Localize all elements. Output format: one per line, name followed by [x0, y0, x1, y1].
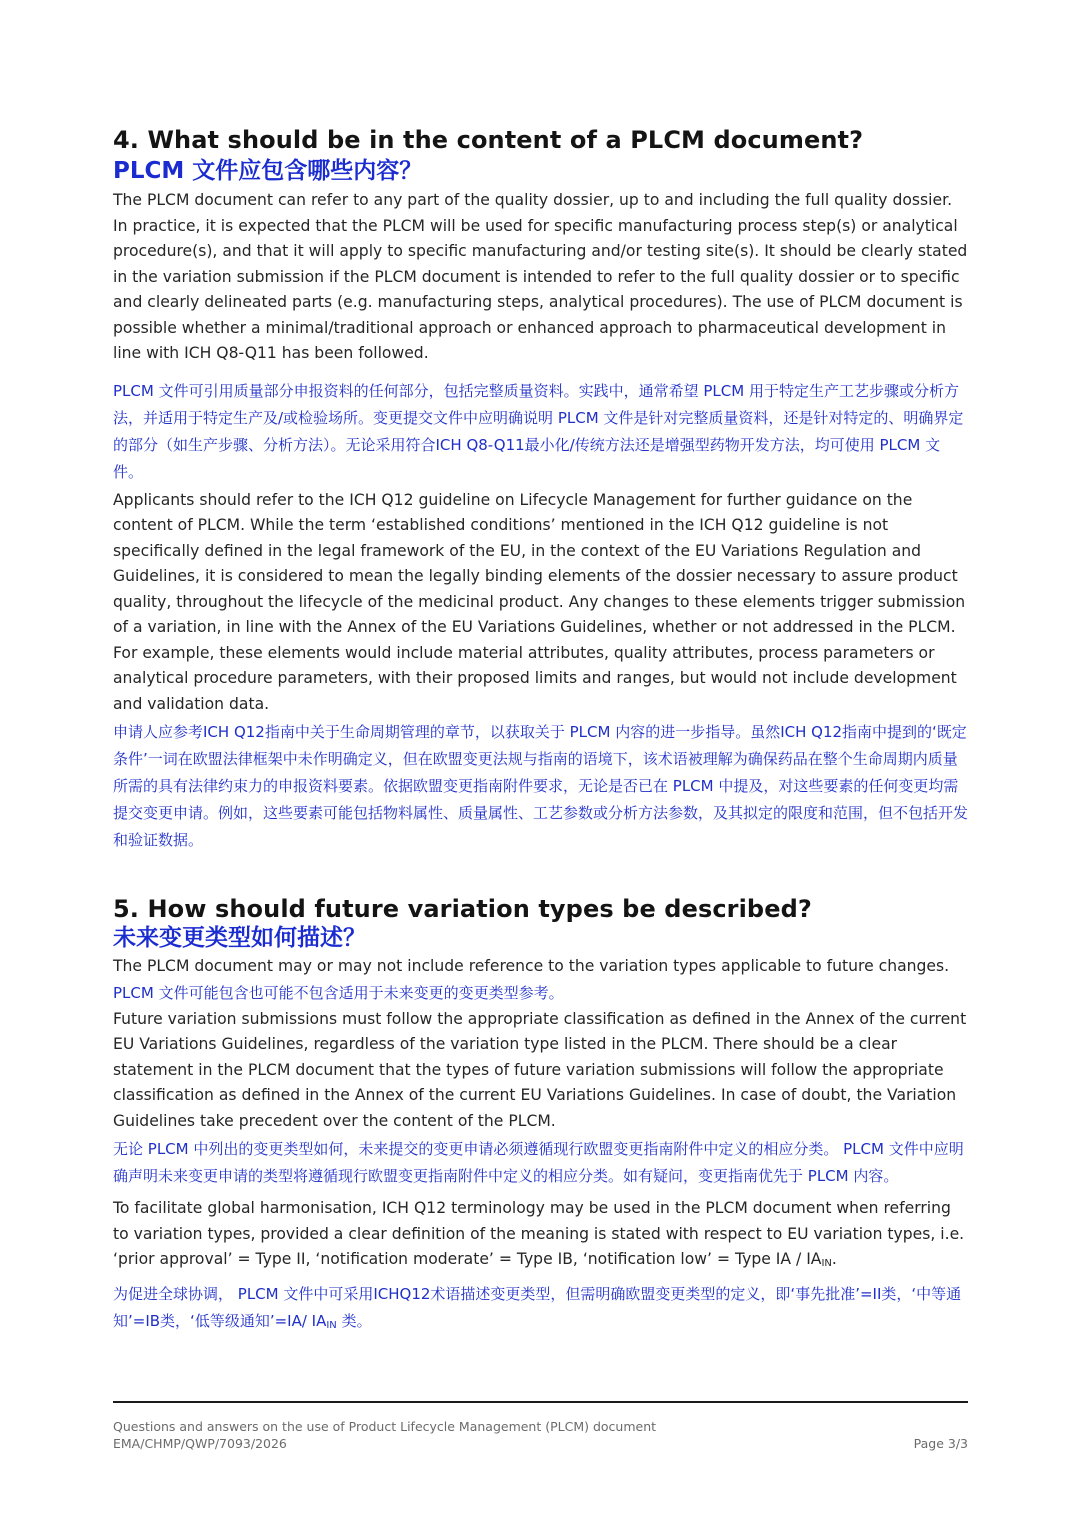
footer-title: Questions and answers on the use of Product Lifecycle Management (PLCM) document: [113, 1419, 657, 1434]
closing-zh-sub: IN: [326, 1319, 337, 1331]
section-5-heading-en: 5. How should future variation types be described?: [113, 895, 812, 923]
page-footer: [113, 1418, 968, 1452]
section-4: [113, 126, 968, 854]
section-4-paragraph-2-en: Applicants should refer to the ICH Q12 guideline on Lifecycle Management for further guidance on the content of PLCM. While the term ‘established conditions’ mentioned in the ICH Q12 guideline is not specifically defined in the legal framework of the EU, in the context of the EU Variations Regulation and Guidelines, it is considered to mean the legally binding elements of the dossier necessary to assure product quality, throughout the lifecycle of the medicinal product. Any changes to these elements trigger submission of a variation, in line with the Annex of the EU Variations Guidelines, whether or not addressed in the PLCM. For example, these elements would include material attributes, quality attributes, process parameters or analytical procedure parameters, with their proposed limits and ranges, but would not include development and validation data.: [113, 490, 966, 713]
closing-en-sub: IN: [821, 1258, 832, 1269]
footer-page-number: Page 3/3: [913, 1436, 968, 1451]
section-5-heading-zh: 未来变更类型如何描述？: [113, 925, 366, 951]
section-4-heading-zh: PLCM 文件应包含哪些内容？: [113, 158, 423, 184]
section-5-paragraph-1-en: The PLCM document may or may not include reference to the variation types applicable to future changes.: [113, 957, 950, 975]
section-5-closing-en: [113, 1196, 968, 1277]
closing-zh-tail: 类。: [336, 1311, 372, 1330]
section-5-paragraph-1-zh: PLCM 文件可能包含也可能不包含适用于未来变更的变更类型参考。: [113, 983, 564, 1002]
section-4-paragraph-1-en: The PLCM document can refer to any part of the quality dossier, up to and including the full quality dossier. In practice, it is expected that the PLCM will be used for specific manufacturing process step(s) or analytical procedure(s), and that it will apply to specific manufacturing and/or testing site(s). It should be clearly stated in the variation submission if the PLCM document is intended to refer to the full quality dossier or to specific and clearly delineated parts (e.g. manufacturing steps, analytical procedures). The use of PLCM document is possible whether a minimal/traditional approach or enhanced approach to pharmaceutical development in line with ICH Q8-Q11 has been followed.: [113, 191, 968, 362]
footer-reference: EMA/CHMP/QWP/7093/2026: [113, 1436, 287, 1451]
section-5-paragraph-2-en: Future variation submissions must follow the appropriate classification as defined in the Annex of the current EU Variations Guidelines, regardless of the variation type listed in the PLCM. There should be a clear statement in the PLCM document that the types of future variation submissions will follow the appropriate classification as defined in the Annex of the current EU Variations Guidelines. In case of doubt, the Variation Guidelines take precedent over the content of the PLCM.: [113, 1009, 967, 1130]
section-4-paragraph-1-zh: PLCM 文件可引用质量部分申报资料的任何部分，包括完整质量资料。实践中，通常希望 PLCM 用于特定生产工艺步骤或分析方法，并适用于特定生产及/或检验场所。变更提交文件中应明确说明 PLCM 文件是针对完整质量资料，还是针对特定的、明确界定的部分（如生产步骤、分析方法）。无论采用符合ICH Q8-Q11最小化/传统方法还是增强型药物开发方法，均可使用 PLCM 文件。: [113, 381, 964, 481]
footer-divider: [113, 1401, 968, 1403]
closing-en-tail: .: [831, 1250, 837, 1268]
section-5-paragraph-2-zh: 无论 PLCM 中列出的变更类型如何，未来提交的变更申请必须遵循现行欧盟变更指南附件中定义的相应分类。 PLCM 文件中应明确声明未来变更申请的类型将遵循现行欧盟变更指南附件中定义的相应分类。如有疑问，变更指南优先于 PLCM 内容。: [113, 1140, 964, 1185]
closing-zh-text: 为促进全球协调， PLCM 文件中可采用ICHQ12术语描述变更类型，但需明确欧盟变更类型的定义，即‘事先批准’=II类，‘中等通知’=IB类，‘低等级通知’=IA/ IA: [113, 1284, 962, 1330]
section-4-heading-en: 4. What should be in the content of a PLCM document?: [113, 126, 864, 154]
section-4-paragraph-2-zh: 申请人应参考ICH Q12指南中关于生命周期管理的章节，以获取关于 PLCM 内容的进一步指导。虽然ICH Q12指南中提到的‘既定条件’一词在欧盟法律框架中未作明确定义，但在欧盟变更法规与指南的语境下，该术语被理解为确保药品在整个生命周期内质量所需的具有法律约束力的申报资料要素。依据欧盟变更指南附件要求，无论是否已在 PLCM 中提及，对这些要素的任何变更均需提交变更申请。例如，这些要素可能包括物料属性、质量属性、工艺参数或分析方法参数，及其拟定的限度和范围，但不包括开发和验证数据。: [113, 723, 969, 849]
section-5: [113, 895, 968, 1339]
section-5-closing-zh: [113, 1281, 968, 1339]
closing-en-text: To facilitate global harmonisation, ICH Q12 terminology may be used in the PLCM document when referring to variation types, provided a clear definition of the meaning is stated with respect to EU variation types, i.e. ‘prior approval’ = Type II, ‘notification moderate’ = Type IB, ‘notification low’ = Type IA / IA: [113, 1199, 965, 1268]
